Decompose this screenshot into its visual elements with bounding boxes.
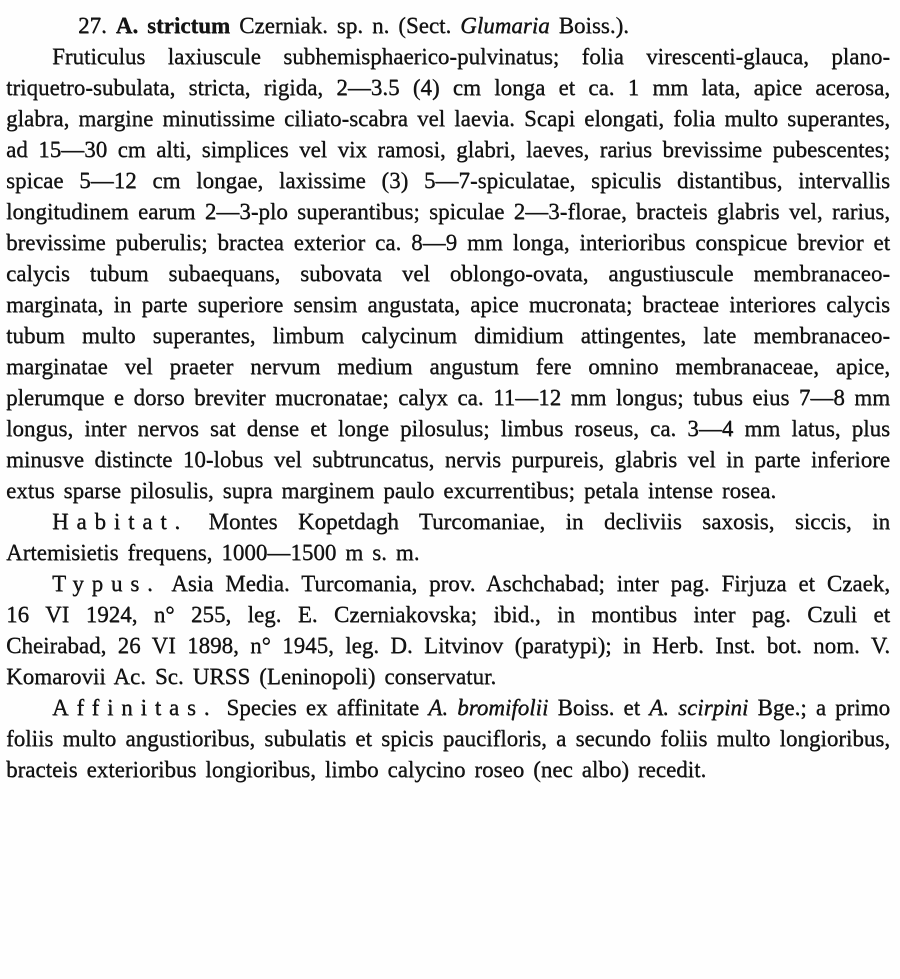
text-segment-normal: 27.: [78, 13, 116, 38]
text-segment-normal: Czerniak. sp. n. (Sect.: [230, 13, 461, 38]
description-paragraph: [6, 41, 890, 506]
text-segment-italic: A. bromifolii: [428, 695, 549, 720]
affinitas-paragraph: [6, 692, 890, 785]
habitat-paragraph: [6, 506, 890, 568]
text-segment-normal: Species ex affinitate: [217, 695, 429, 720]
text-segment-letterspaced: Habitat.: [52, 509, 189, 534]
text-segment-letterspaced: Affinitas.: [52, 695, 218, 720]
text-segment-letterspaced: Typus.: [52, 571, 161, 596]
text-segment-normal: Asia Media. Turcomania, prov. Aschchabad; inter pag. Firjuza et Czaek, 16 VI 1924, n° 255, leg. E. Czerniakovska; ibid., in montibus inter pag. Czuli et Cheirabad, 26 VI 1898, n° 1945, leg. D. Litvinov (paratypi); in Herb. Inst. bot. nom. V. Komarovii Ac. Sc. URSS (Leninopoli) conservatur.: [6, 571, 890, 689]
species-heading: [6, 10, 890, 41]
typus-paragraph: [6, 568, 890, 692]
text-segment-bold: A. strictum: [115, 13, 231, 38]
text-segment-normal: Boiss.).: [549, 13, 629, 38]
text-segment-italic: A. scirpini: [649, 695, 749, 720]
text-segment-italic: Glumaria: [460, 13, 550, 38]
text-segment-normal: Montes Kopetdagh Turcomaniae, in decliviis saxosis, siccis, in Artemisietis frequens, 1000—1500 m s. m.: [6, 509, 890, 565]
text-segment-normal: Boiss. et: [548, 695, 650, 720]
text-segment-normal: Fruticulus laxiuscule subhemisphaerico-pulvinatus; folia virescenti-glauca, plano-triquetro-subulata, stricta, rigida, 2—3.5 (4) cm longa et ca. 1 mm lata, apice acerosa, glabra, margine minutissime ciliato-scabra vel laevia. Scapi elongati, folia multo superantes, ad 15—30 cm alti, simplices vel vix ramosi, glabri, laeves, rarius brevissime pubescentes; spicae 5—12 cm longae, laxissime (3) 5—7-spiculatae, spiculis distantibus, intervallis longitudinem earum 2—3-plo superantibus; spiculae 2—3-florae, bracteis glabris vel, rarius, brevissime puberulis; bractea exterior ca. 8—9 mm longa, interioribus conspicue brevior et calycis tubum subaequans, subovata vel oblongo-ovata, angustiuscule membranaceo-marginata, in parte superiore sensim angustata, apice mucronata; bracteae interiores calycis tubum multo superantes, limbum calycinum dimidium attingentes, late membranaceo-marginatae vel praeter nervum medium angustum fere omnino membranaceae, apice, plerumque e dorso breviter mucronatae; calyx ca. 11—12 mm longus; tubus eius 7—8 mm longus, inter nervos sat dense et longe pilosulus; limbus roseus, ca. 3—4 mm latus, plus minusve distincte 10-lobus vel subtruncatus, nervis purpureis, glabris vel in parte inferiore extus sparse pilosulis, supra marginem paulo excurrentibus; petala intense rosea.: [6, 44, 890, 503]
text-segment-normal: Bge.; a primo foliis multo angustioribus, subulatis et spicis paucifloris, a secundo foliis multo longioribus, bracteis exterioribus longioribus, limbo calycino roseo (nec albo) recedit.: [6, 695, 890, 782]
